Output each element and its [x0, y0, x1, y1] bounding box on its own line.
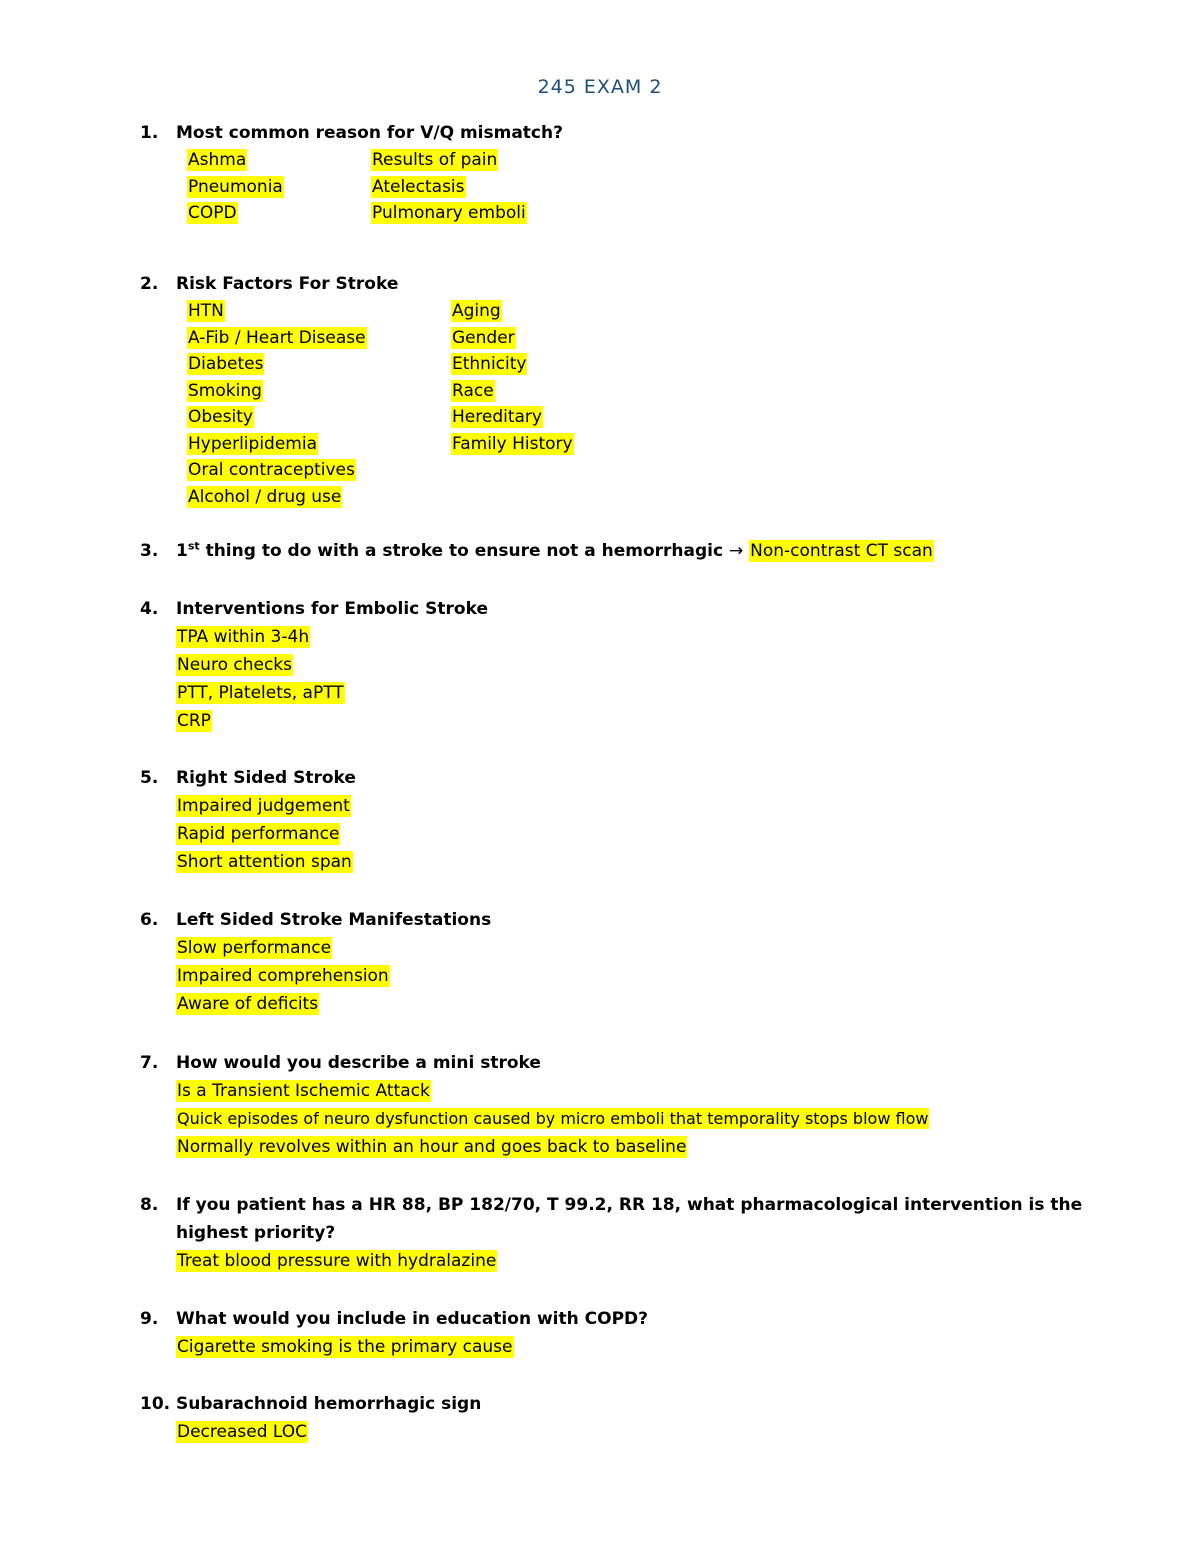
answer-item: Pulmonary emboli: [372, 203, 526, 223]
answer-item: COPD: [188, 203, 237, 223]
question-text: If you patient has a HR 88, BP 182/70, T 99.2, RR 18, what pharmacological intervention is the highest priority?: [176, 1195, 1083, 1243]
answer-item: Decreased LOC: [177, 1422, 308, 1442]
question-text: Right Sided Stroke: [176, 768, 356, 788]
answer-item: Rapid performance: [177, 824, 340, 844]
question-4: [140, 595, 1090, 735]
question-text: Interventions for Embolic Stroke: [176, 599, 488, 619]
answer-item: Short attention span: [177, 852, 352, 872]
answer-item: PTT, Platelets, aPTT: [177, 683, 344, 703]
answer-item: Aware of deficits: [177, 994, 319, 1014]
answer-item: Ashma: [188, 150, 247, 170]
answer-item: Diabetes: [188, 354, 264, 374]
answer-item: Neuro checks: [177, 655, 292, 675]
question-number: 4.: [140, 599, 159, 619]
answer-item: Race: [452, 380, 494, 401]
answer-item: Hereditary: [452, 407, 542, 427]
answer-item: Pneumonia: [188, 176, 283, 197]
question-10: [140, 1390, 1090, 1446]
question-text: How would you describe a mini stroke: [176, 1053, 541, 1073]
answer-item: Hyperlipidemia: [188, 433, 317, 454]
question-7: [140, 1049, 1090, 1161]
question-number: 1.: [140, 123, 159, 143]
answer-item: Family History: [452, 433, 573, 454]
answer-item: Quick episodes of neuro dysfunction caused by micro emboli that temporality stops blow flow: [177, 1109, 929, 1128]
answer-item: Smoking: [188, 380, 262, 401]
answer-item: Oral contraceptives: [188, 460, 355, 480]
answer-item: A-Fib / Heart Disease: [188, 327, 366, 348]
question-text: Subarachnoid hemorrhagic sign: [176, 1394, 482, 1414]
question-text: What would you include in education with COPD?: [176, 1309, 648, 1329]
answer-item: HTN: [188, 301, 224, 321]
answer-item: Normally revolves within an hour and goes back to baseline: [177, 1137, 687, 1157]
question-number: 5.: [140, 768, 159, 788]
answer-item: CRP: [177, 711, 211, 731]
answer-item: Atelectasis: [372, 176, 465, 197]
answer-item: Slow performance: [177, 938, 332, 958]
question-5: [140, 764, 1090, 876]
answer-item: Results of pain: [372, 150, 498, 170]
answer-item: Aging: [452, 301, 501, 321]
question-number: 6.: [140, 910, 159, 930]
question-8: [140, 1191, 1090, 1275]
answer-item: Alcohol / drug use: [188, 486, 342, 507]
question-number: 8.: [140, 1195, 159, 1215]
document-title: 245 EXAM 2: [537, 76, 663, 98]
answer-item: Impaired judgement: [177, 796, 350, 816]
question-6: [140, 906, 1090, 1018]
question-text: 1st thing to do with a stroke to ensure not a hemorrhagic → Non-contrast CT scan: [176, 539, 933, 561]
question-number: 10.: [140, 1394, 171, 1414]
question-2: [140, 270, 1090, 513]
question-3: [140, 537, 1090, 565]
answer-item: TPA within 3-4h: [177, 627, 310, 647]
question-number: 7.: [140, 1053, 159, 1073]
answer-item: Gender: [452, 327, 515, 348]
answer-item: Is a Transient Ischemic Attack: [177, 1081, 430, 1101]
question-9: [140, 1305, 1090, 1361]
question-number: 3.: [140, 541, 159, 561]
question-number: 9.: [140, 1309, 159, 1329]
answer-columns: [187, 147, 1090, 229]
answer-item: Ethnicity: [452, 354, 527, 374]
answer-item: Obesity: [188, 407, 253, 427]
answer-item: Treat blood pressure with hydralazine: [177, 1251, 497, 1271]
question-text: Risk Factors For Stroke: [176, 274, 399, 294]
question-number: 2.: [140, 274, 159, 294]
question-text: Left Sided Stroke Manifestations: [176, 910, 492, 930]
answer-item: Non-contrast CT scan: [750, 541, 933, 561]
answer-item: Impaired comprehension: [177, 966, 389, 986]
question-1: [140, 119, 1090, 229]
arrow-right-icon: →: [728, 541, 744, 561]
answer-item: Cigarette smoking is the primary cause: [177, 1337, 513, 1357]
question-text: Most common reason for V/Q mismatch?: [176, 123, 563, 143]
answer-columns: [187, 298, 1090, 513]
